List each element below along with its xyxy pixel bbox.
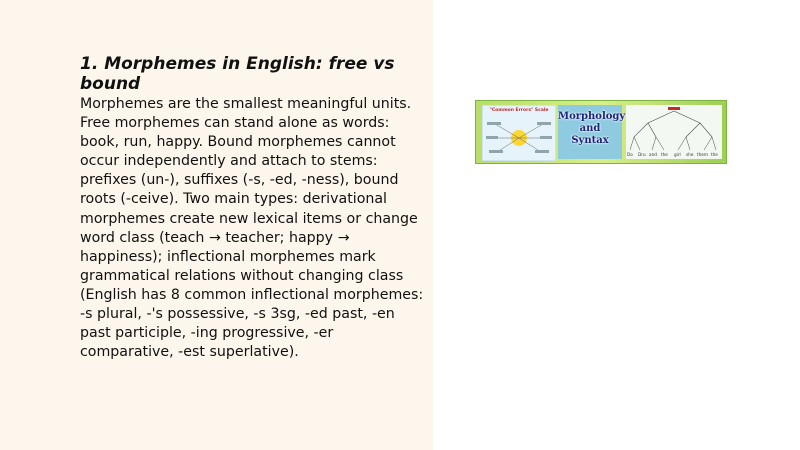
slide-title: 1. Morphemes in English: free vs bound <box>80 54 395 94</box>
syntax-tree-graphic <box>626 105 722 159</box>
banner-title: Morphology and Syntax <box>558 111 626 146</box>
tree-leaf: she <box>686 152 694 157</box>
morphology-syntax-banner-image <box>475 100 727 164</box>
tree-leaf: girl <box>674 152 681 157</box>
banner-mindmap-panel <box>482 105 556 161</box>
tree-leaf: and <box>649 152 657 157</box>
tree-leaf: Do <box>627 152 633 157</box>
tree-leaf: the <box>711 152 718 157</box>
tree-leaf: the <box>661 152 668 157</box>
banner-title-panel <box>558 105 626 159</box>
tree-leaf: Dru <box>638 152 646 157</box>
banner-syntax-tree-panel <box>626 105 722 159</box>
mindmap-graphic <box>483 106 555 160</box>
slide-body-text: Morphemes are the smallest meaningful units. Free morphemes can stand alone as words: book, run, happy. Bound morphemes cannot occur independently and attach to stems: prefixes (un-), suffixes (-s, -ed, -ness), bound roots (-ceive). Two main types: derivational morphemes create new lexical items or change word class (teach → teacher; happy → happiness); inflectional morphemes mark grammatical relations without changing class (English has 8 common inflectional morphemes: -s plural, -'s possessive, -s 3sg, -ed past, -en past participle, -ing progressive, -er comparative, -est superlative). <box>80 96 424 361</box>
tree-leaf: them <box>697 152 708 157</box>
banner-mindmap-title: "Common Errors" Scale <box>489 108 549 113</box>
